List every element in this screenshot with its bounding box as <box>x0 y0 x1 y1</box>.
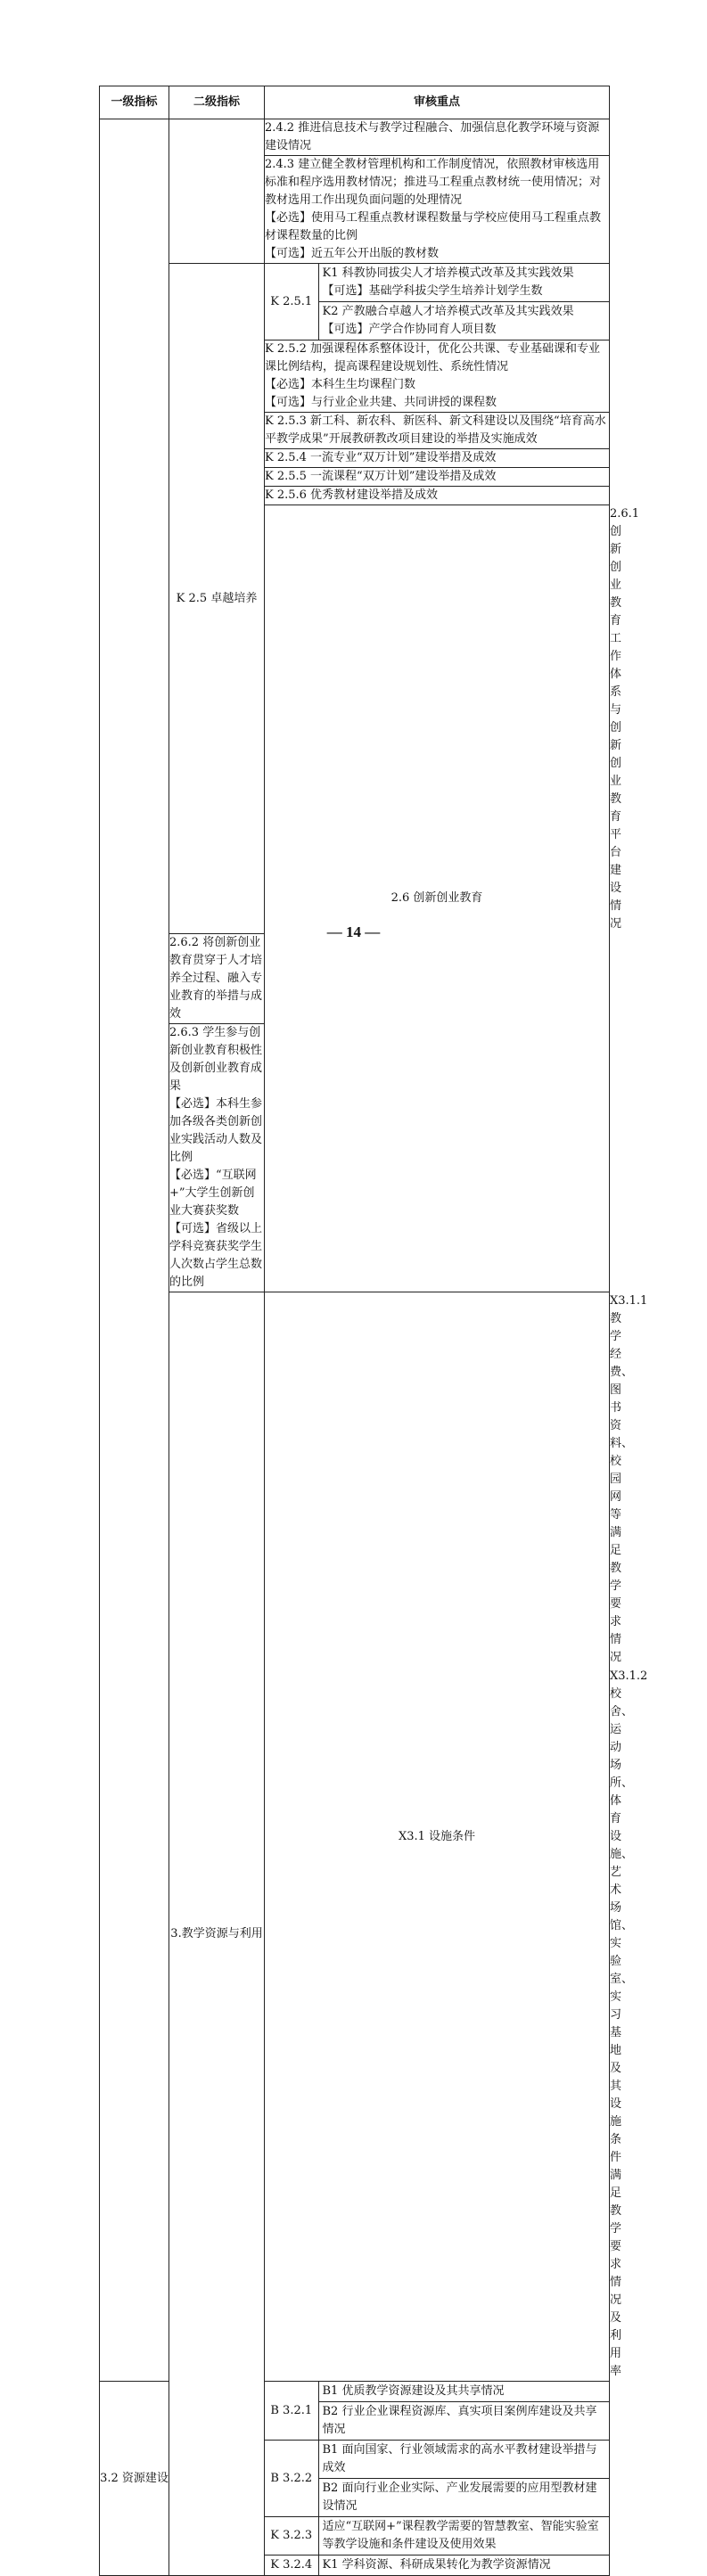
k3-2-4-label: K 3.2.4 <box>265 2555 318 2575</box>
item-k2-5-1 <box>265 264 610 340</box>
table-row: 2.6 创新创业教育 2.6.1 创新创业教育工作体系与创新创业教育平台建设情况 <box>100 505 610 934</box>
header-focus: 审核重点 <box>265 86 610 119</box>
item-2-4-3-optional: 【可选】近五年公开出版的教材数 <box>265 247 440 260</box>
item-k3-2-3 <box>265 2517 610 2555</box>
table-header-row <box>100 86 610 119</box>
k2-5-2-optional: 【可选】与行业企业共建、共同讲授的课程数 <box>265 396 497 409</box>
item-k2-5-5: K 2.5.5 一流课程“双万计划”建设举措及成效 <box>265 468 610 487</box>
item-2-6-3-text: 2.6.3 学生参与创新创业教育积极性及创新创业教育成果 <box>169 1026 263 1093</box>
item-2-6-3-required-2: 【必选】“互联网+”大学生创新创业大赛获奖数 <box>169 1169 257 1218</box>
k3-2-3-text: 适应“互联网+”课程教学需要的智慧教室、智能实验室等教学设施和条件建设及使用效果 <box>322 2520 599 2551</box>
item-2-6-3-required-1: 【必选】本科生参加各级各类创新创业实践活动人数及比例 <box>169 1097 263 1164</box>
header-level2: 二级指标 <box>169 86 265 119</box>
k3-2-3-label: K 3.2.3 <box>265 2517 318 2555</box>
level1-3: 3.教学资源与利用 <box>169 1292 265 2576</box>
level2-3-2: 3.2 资源建设 <box>100 2382 169 2576</box>
review-table <box>99 86 648 2576</box>
item-2-4-3 <box>265 156 610 264</box>
table-row: X3.1.2 校舍、运动场所、体育设施、艺术场馆、实验室、实习基地及其设施条件满足教学要求情况及利用率 <box>610 1669 648 2378</box>
k3-2-4-subtable <box>265 2555 609 2575</box>
level2-2-6: 2.6 创新创业教育 <box>265 505 610 1292</box>
table-row: 3.教学资源与利用 X3.1 设施条件 X3.1.1 教学经费、图书资料、校园网等满足教学要求情况 <box>100 1292 610 1668</box>
item-b3-2-2 <box>265 2441 610 2517</box>
item-k3-2-4 <box>265 2555 610 2576</box>
item-2-4-2: 2.4.2 推进信息技术与教学过程融合、加强信息化教学环境与资源建设情况 <box>265 119 610 156</box>
b3-2-2-label: B 3.2.2 <box>265 2441 318 2516</box>
header-level1: 一级指标 <box>100 86 169 119</box>
k2-5-1-k1-text: K1 科教协同拔尖人才培养模式改革及其实践效果 <box>322 267 574 280</box>
level2-x3-1: X3.1 设施条件 <box>265 1292 610 2382</box>
b3-2-1-b1: B1 优质教学资源建设及其共享情况 <box>318 2382 609 2402</box>
k2-5-1-k1 <box>318 264 609 302</box>
item-b3-2-1 <box>265 2382 610 2441</box>
item-2-6-3 <box>169 1024 265 1292</box>
k2-5-2-text: K 2.5.2 加强课程体系整体设计，优化公共课、专业基础课和专业课比例结构，提高课程建设规划性、系统性情况 <box>265 342 601 373</box>
item-k2-5-2 <box>265 340 610 413</box>
level1-cell-empty <box>100 119 169 2382</box>
item-k2-5-3: K 2.5.3 新工科、新农科、新医科、新文科建设以及围绕“培育高水平教学成果”开展教研教改项目建设的举措及实施成效 <box>265 413 610 449</box>
level2-cell-empty <box>169 119 265 264</box>
item-2-6-2: 2.6.2 将创新创业教育贯穿于人才培养全过程、融入专业教育的举措与成效 <box>169 934 265 1024</box>
item-k2-5-6: K 2.5.6 优秀教材建设举措及成效 <box>265 487 610 505</box>
item-k2-5-4: K 2.5.4 一流专业“双万计划”建设举措及成效 <box>265 449 610 468</box>
b3-2-2-subtable <box>265 2441 609 2516</box>
k2-5-1-k2 <box>318 302 609 340</box>
b3-2-2-b2: B2 面向行业企业实际、产业发展需要的应用型教材建设情况 <box>322 2482 597 2513</box>
k3-2-4-text: K1 学科资源、科研成果转化为教学资源情况 <box>322 2558 551 2572</box>
k2-5-2-required: 【必选】本科生生均课程门数 <box>265 378 416 391</box>
table-row <box>100 264 610 340</box>
b3-2-2-b1: B1 面向国家、行业领域需求的高水平教材建设举措与成效 <box>318 2441 609 2479</box>
page-number: — 14 — <box>326 923 381 940</box>
k2-5-1-k2-text: K2 产教融合卓越人才培养模式改革及其实践效果 <box>322 305 574 318</box>
b3-2-1-b2: B2 行业企业课程资源库、真实项目案例库建设及共享情况 <box>322 2405 597 2436</box>
item-2-4-3-text: 2.4.3 建立健全教材管理机构和工作制度情况，依照教材审核选用标准和程序选用教材情况；推进马工程重点教材统一使用情况；对教材选用工作出现负面问题的处理情况 <box>265 158 602 207</box>
k2-5-1-label: K 2.5.1 <box>265 264 318 340</box>
k2-5-1-k1-optional: 【可选】基础学科拔尖学生培养计划学生数 <box>322 284 543 298</box>
k3-2-3-subtable <box>265 2517 609 2555</box>
k2-5-1-k2-optional: 【可选】产学合作协同育人项目数 <box>322 323 497 336</box>
item-2-6-3-optional: 【可选】省级以上学科竞赛获奖学生人次数占学生总数的比例 <box>169 1222 263 1289</box>
b3-2-1-subtable <box>265 2382 609 2440</box>
level2-k2-5: K 2.5 卓越培养 <box>169 264 265 934</box>
table-row <box>100 119 610 156</box>
k2-5-1-subtable <box>265 264 609 340</box>
b3-2-1-label: B 3.2.1 <box>265 2382 318 2440</box>
item-2-4-3-required: 【必选】使用马工程重点教材课程数量与学校应使用马工程重点教材课程数量的比例 <box>265 211 602 242</box>
